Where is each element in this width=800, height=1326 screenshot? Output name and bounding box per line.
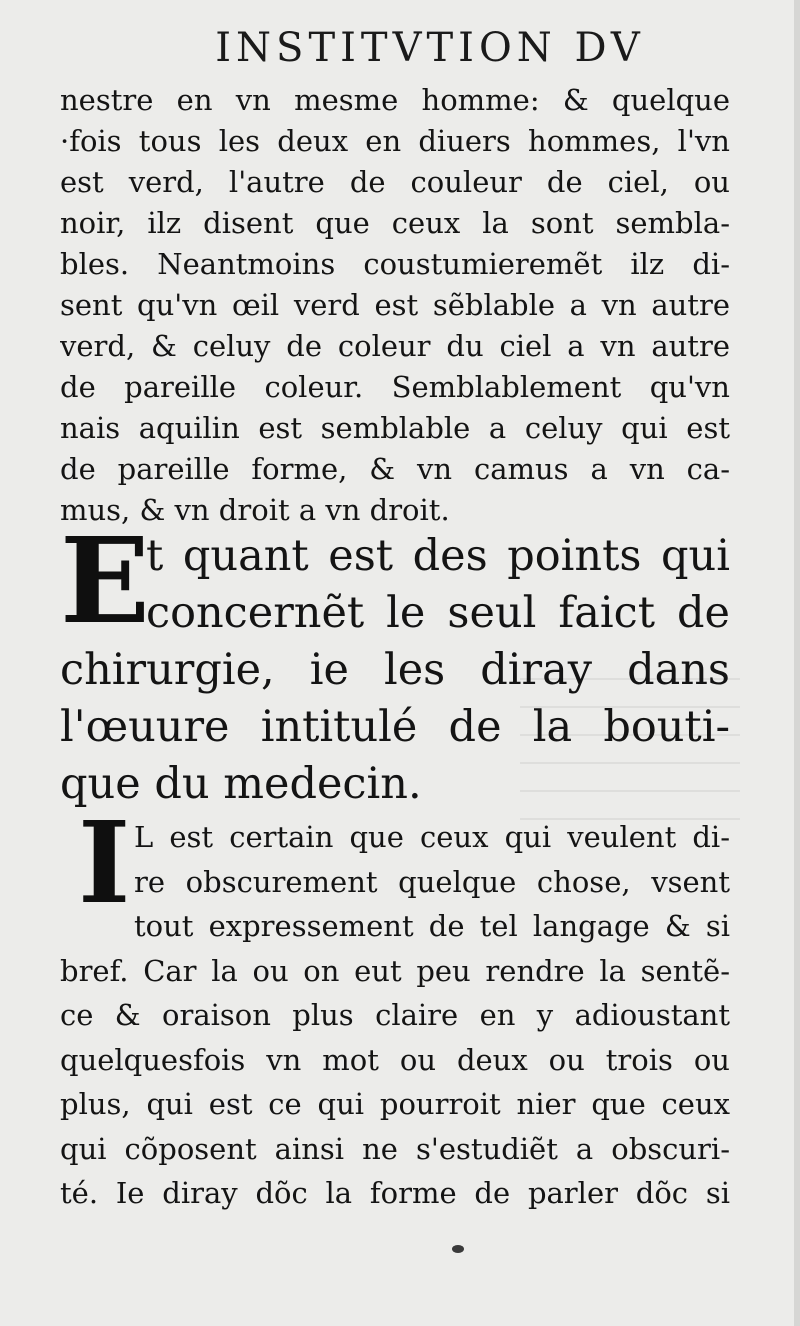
text-line: nestre en vn mesme homme: & quelque <box>60 83 730 117</box>
show-through-texture <box>520 660 740 820</box>
drop-cap-i: I <box>78 798 131 929</box>
text-line: l'œuure intitulé de la bouti- <box>60 702 730 752</box>
paragraph-1 <box>60 80 730 531</box>
text-line: bles. Neantmoins coustumieremẽt ilz di- <box>60 247 730 281</box>
text-line: mus, & vn droit a vn droit. <box>60 493 450 527</box>
text-line: quelquesfois vn mot ou deux ou trois ou <box>60 1042 730 1077</box>
text-line: verd, & celuy de coleur du ciel a vn autre <box>60 329 730 363</box>
text-line: ·fois tous les deux en diuers hommes, l'vn <box>60 124 730 158</box>
text-line: L est certain que ceux qui veulent di- <box>134 820 730 854</box>
drop-cap-e: E <box>60 511 150 650</box>
text-line: qui cõposent ainsi ne s'estudiẽt a obscuri- <box>60 1131 730 1166</box>
running-head: INSTITVTION DV <box>215 25 645 71</box>
text-line: té. Ie diray dõc la forme de parler dõc si <box>60 1176 730 1210</box>
text-line: tout expressement de tel langage & si <box>134 909 730 943</box>
text-line: noir, ilz disent que ceux la sont sembla- <box>60 206 730 240</box>
text-line: sent qu'vn œil verd est sẽblable a vn autre <box>60 288 730 322</box>
text-line: de pareille coleur. Semblablement qu'vn <box>60 370 730 404</box>
text-line: de pareille forme, & vn camus a vn ca- <box>60 452 730 486</box>
text-line: bref. Car la ou on eut peu rendre la sentẽ- <box>60 953 730 988</box>
text-line: t quant est des points qui <box>146 531 730 581</box>
text-line: plus, qui est ce qui pourroit nier que ceux <box>60 1087 730 1121</box>
text-line: nais aquilin est semblable a celuy qui est <box>60 411 730 445</box>
text-line: re obscurement quelque chose, vsent <box>134 864 730 899</box>
text-line: chirurgie, ie les diray dans <box>60 645 730 695</box>
text-line: concernẽt le seul faict de <box>146 588 730 638</box>
text-line: ce & oraison plus claire en y adioustant <box>60 998 730 1032</box>
text-line: est verd, l'autre de couleur de ciel, ou <box>60 165 730 199</box>
ink-blot <box>452 1245 464 1253</box>
paragraph-3 <box>60 815 730 1216</box>
text-line: que du medecin. <box>60 759 422 809</box>
